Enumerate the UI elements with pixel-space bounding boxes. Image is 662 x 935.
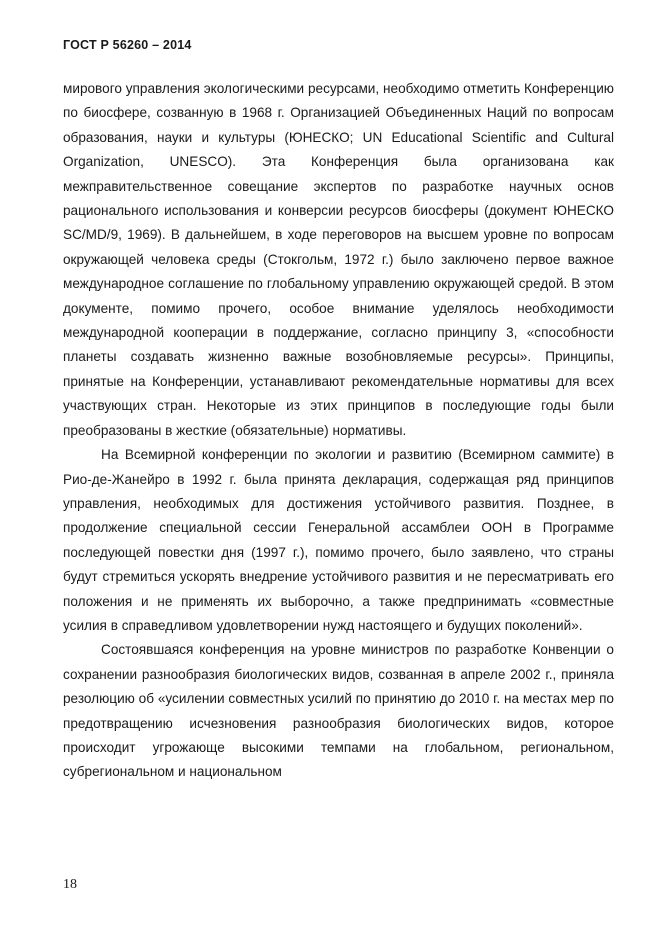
paragraph-rio-summit: На Всемирной конференции по экологии и развитию (Всемирном саммите) в Рио-де-Жанейро в 1992 г. была принята декларация, содержащая ряд принципов управления, необходимых для достижения устойчивого развития. Позднее, в продолжение специальной сессии Генеральной ассамблеи ООН в Программе последующей повестки дня (1997 г.), помимо прочего, было заявлено, что страны будут стремиться ускорять внедрение устойчивого развития и не пересматривать его положения и не применять их выборочно, а также предпринимать «совместные усилия в справедливом удовлетворении нужд настоящего и будущих поколений». [63, 447, 614, 633]
paragraph-biodiversity-convention: Состоявшаяся конференция на уровне министров по разработке Конвенции о сохранении разнообразия биологических видов, созванная в апреле 2002 г., приняла резолюцию об «усилении совместных усилий по принятию до 2010 г. на местах мер по предотвращению исчезновения разнообразия биологических видов, которое происходит угрожающе высокими темпами на глобальном, региональном, субрегиональном и национальном [63, 642, 614, 780]
paragraph-biosphere-conference: мирового управления экологическими ресурсами, необходимо отметить Конференцию по биосфере, созванную в 1968 г. Организацией Объединенных Наций по вопросам образования, науки и культуры (ЮНЕСКО; UN Educational Scientific and Cultural Organization, UNESCO). Эта Конференция была организована как межправительственное совещание экспертов по разработке научных основ рационального использования и конверсии ресурсов биосферы (документ ЮНЕСКО SC/MD/9, 1969). В дальнейшем, в ходе переговоров на высшем уровне по вопросам окружающей человека среды (Стокгольм, 1972 г.) было заключено первое важное международное соглашение по глобальному управлению окружающей средой. В этом документе, помимо прочего, особое внимание уделялось необходимости международной кооперации в поддержание, согласно принципу 3, «способности планеты создавать жизненно важные возобновляемые ресурсы». Принципы, принятые на Конференции, устанавливают рекомендательные нормативы для всех участвующих стран. Некоторые из этих принципов в последующие годы были преобразованы в жесткие (обязательные) нормативы. [63, 81, 614, 438]
page-number: 18 [63, 877, 77, 892]
page-header-standard-id: ГОСТ Р 56260 – 2014 [63, 38, 192, 52]
document-body [63, 77, 614, 785]
